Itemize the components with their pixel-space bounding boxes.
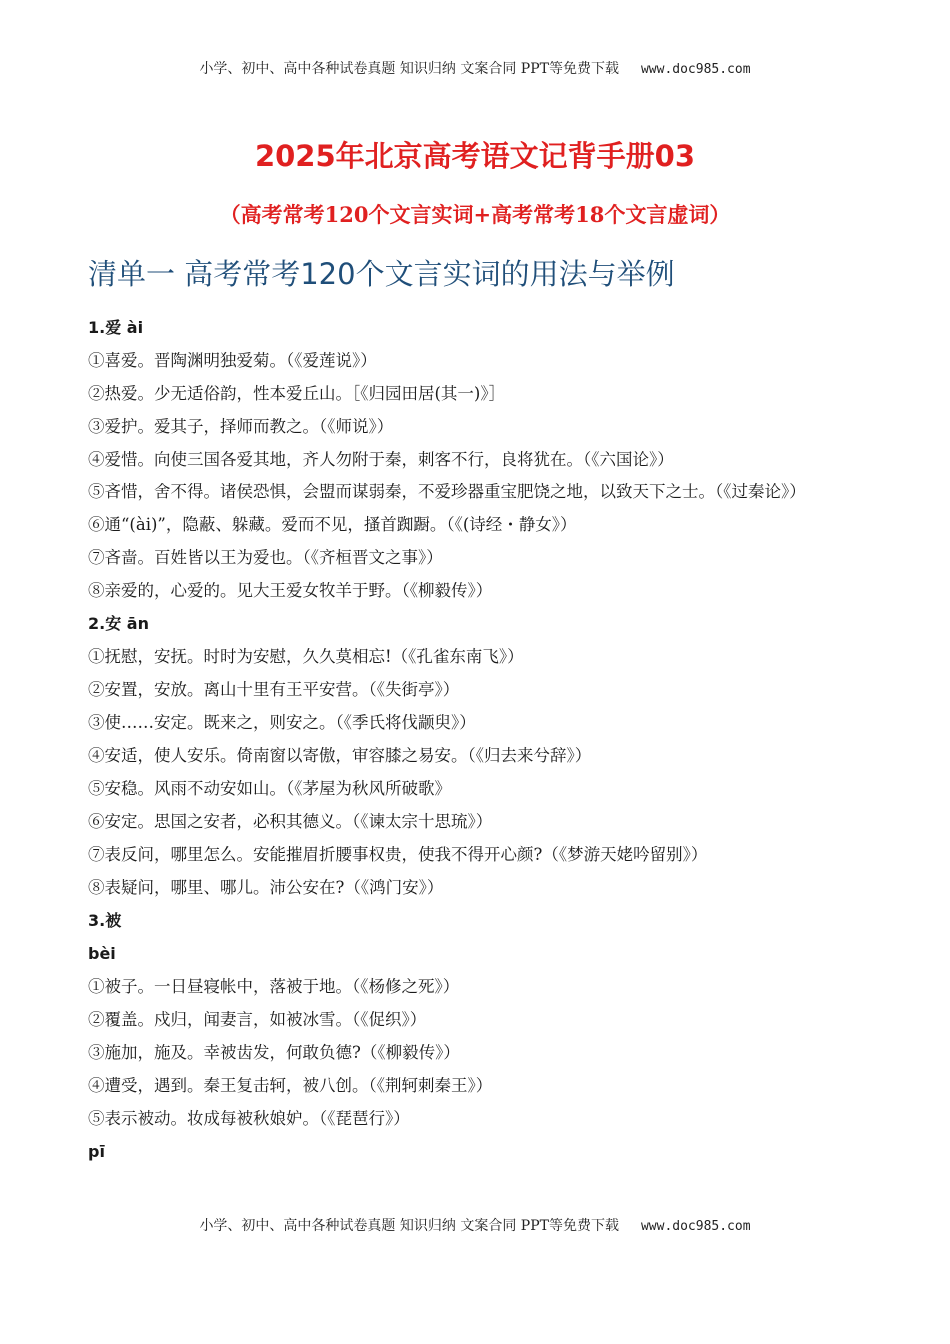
pinyin-heading-bei: bèi xyxy=(88,944,116,963)
definition-line: ①喜爱。晋陶渊明独爱菊。（《爱莲说》） xyxy=(88,351,377,370)
definition-line: ④爱惜。向使三国各爱其地，齐人勿附于秦，刺客不行，良将犹在。（《六国论》） xyxy=(88,450,674,469)
definition-line: ⑤表示被动。妆成每被秋娘妒。（《琵琶行》） xyxy=(88,1109,410,1128)
header-site-link[interactable]: www.doc985.com xyxy=(640,62,751,77)
definition-line: ①抚慰，安抚。时时为安慰，久久莫相忘!（《孔雀东南飞》） xyxy=(88,647,524,666)
definition-line: ③使……安定。既来之，则安之。（《季氏将伐颛臾》） xyxy=(88,713,476,732)
entry-heading-bei: 3.被 xyxy=(88,911,122,930)
definition-line: ⑦表反问，哪里怎么。安能摧眉折腰事权贵，使我不得开心颜?（《梦游天姥吟留别》） xyxy=(88,845,708,864)
definition-line: ③施加，施及。幸被齿发，何敢负德?（《柳毅传》） xyxy=(88,1043,460,1062)
definition-line: ②安置，安放。离山十里有王平安营。（《失街亭》） xyxy=(88,680,460,699)
footer-text: 小学、初中、高中各种试卷真题 知识归纳 文案合同 PPT等免费下载 xyxy=(199,1218,619,1234)
header-text: 小学、初中、高中各种试卷真题 知识归纳 文案合同 PPT等免费下载 xyxy=(199,61,619,77)
definition-line: ⑧表疑问，哪里、哪儿。沛公安在?（《鸿门安》） xyxy=(88,878,444,897)
section-heading: 清单一 高考常考120个文言实词的用法与举例 xyxy=(88,257,675,291)
definition-line: ⑥安定。思国之安者，必积其德义。（《谏太宗十思琉》） xyxy=(88,812,493,831)
definition-line: ②热爱。少无适俗韵，性本爱丘山。［《归园田居(其一)》］ xyxy=(88,384,506,403)
document-subtitle: （高考常考120个文言实词+高考常考18个文言虚词） xyxy=(219,202,731,227)
definition-line: ⑦吝啬。百姓皆以王为爱也。（《齐桓晋文之事》） xyxy=(88,548,443,567)
definition-line: ⑧亲爱的，心爱的。见大王爱女牧羊于野。（《柳毅传》） xyxy=(88,581,493,600)
footer-site-link[interactable]: www.doc985.com xyxy=(640,1219,751,1234)
definition-line: ③爱护。爱其子，择师而教之。（《师说》） xyxy=(88,417,394,436)
page-footer xyxy=(0,1215,950,1235)
definition-line: ②覆盖。戍归，闻妻言，如被冰雪。（《促织》） xyxy=(88,1010,427,1029)
definition-line: ①被子。一日昼寝帐中，落被于地。（《杨修之死》） xyxy=(88,977,460,996)
page-header xyxy=(0,58,950,78)
content-body xyxy=(88,311,868,1168)
entry-heading-an: 2.安 ān xyxy=(88,614,149,633)
pinyin-heading-pi: pī xyxy=(88,1142,105,1161)
definition-line: ⑤安稳。风雨不动安如山。（《茅屋为秋风所破歌》 xyxy=(88,779,451,798)
document-title: 2025年北京高考语文记背手册03 xyxy=(254,139,696,173)
definition-line: ⑥通“(ài)”，隐蔽、躲藏。爱而不见，搔首踟蹰。（《(诗经・静女》） xyxy=(88,515,577,534)
definition-line: ④安适，使人安乐。倚南窗以寄傲，审容膝之易安。（《归去来兮辞》） xyxy=(88,746,592,765)
entry-heading-ai: 1.爱 ài xyxy=(88,318,144,337)
definition-line: ⑤吝惜，舍不得。诸侯恐惧，会盟而谋弱秦，不爱珍器重宝肥饶之地，以致天下之士。（《过秦论》） xyxy=(88,482,806,501)
definition-line: ④遭受，遇到。秦王复击轲，被八创。（《荆轲刺秦王》） xyxy=(88,1076,493,1095)
